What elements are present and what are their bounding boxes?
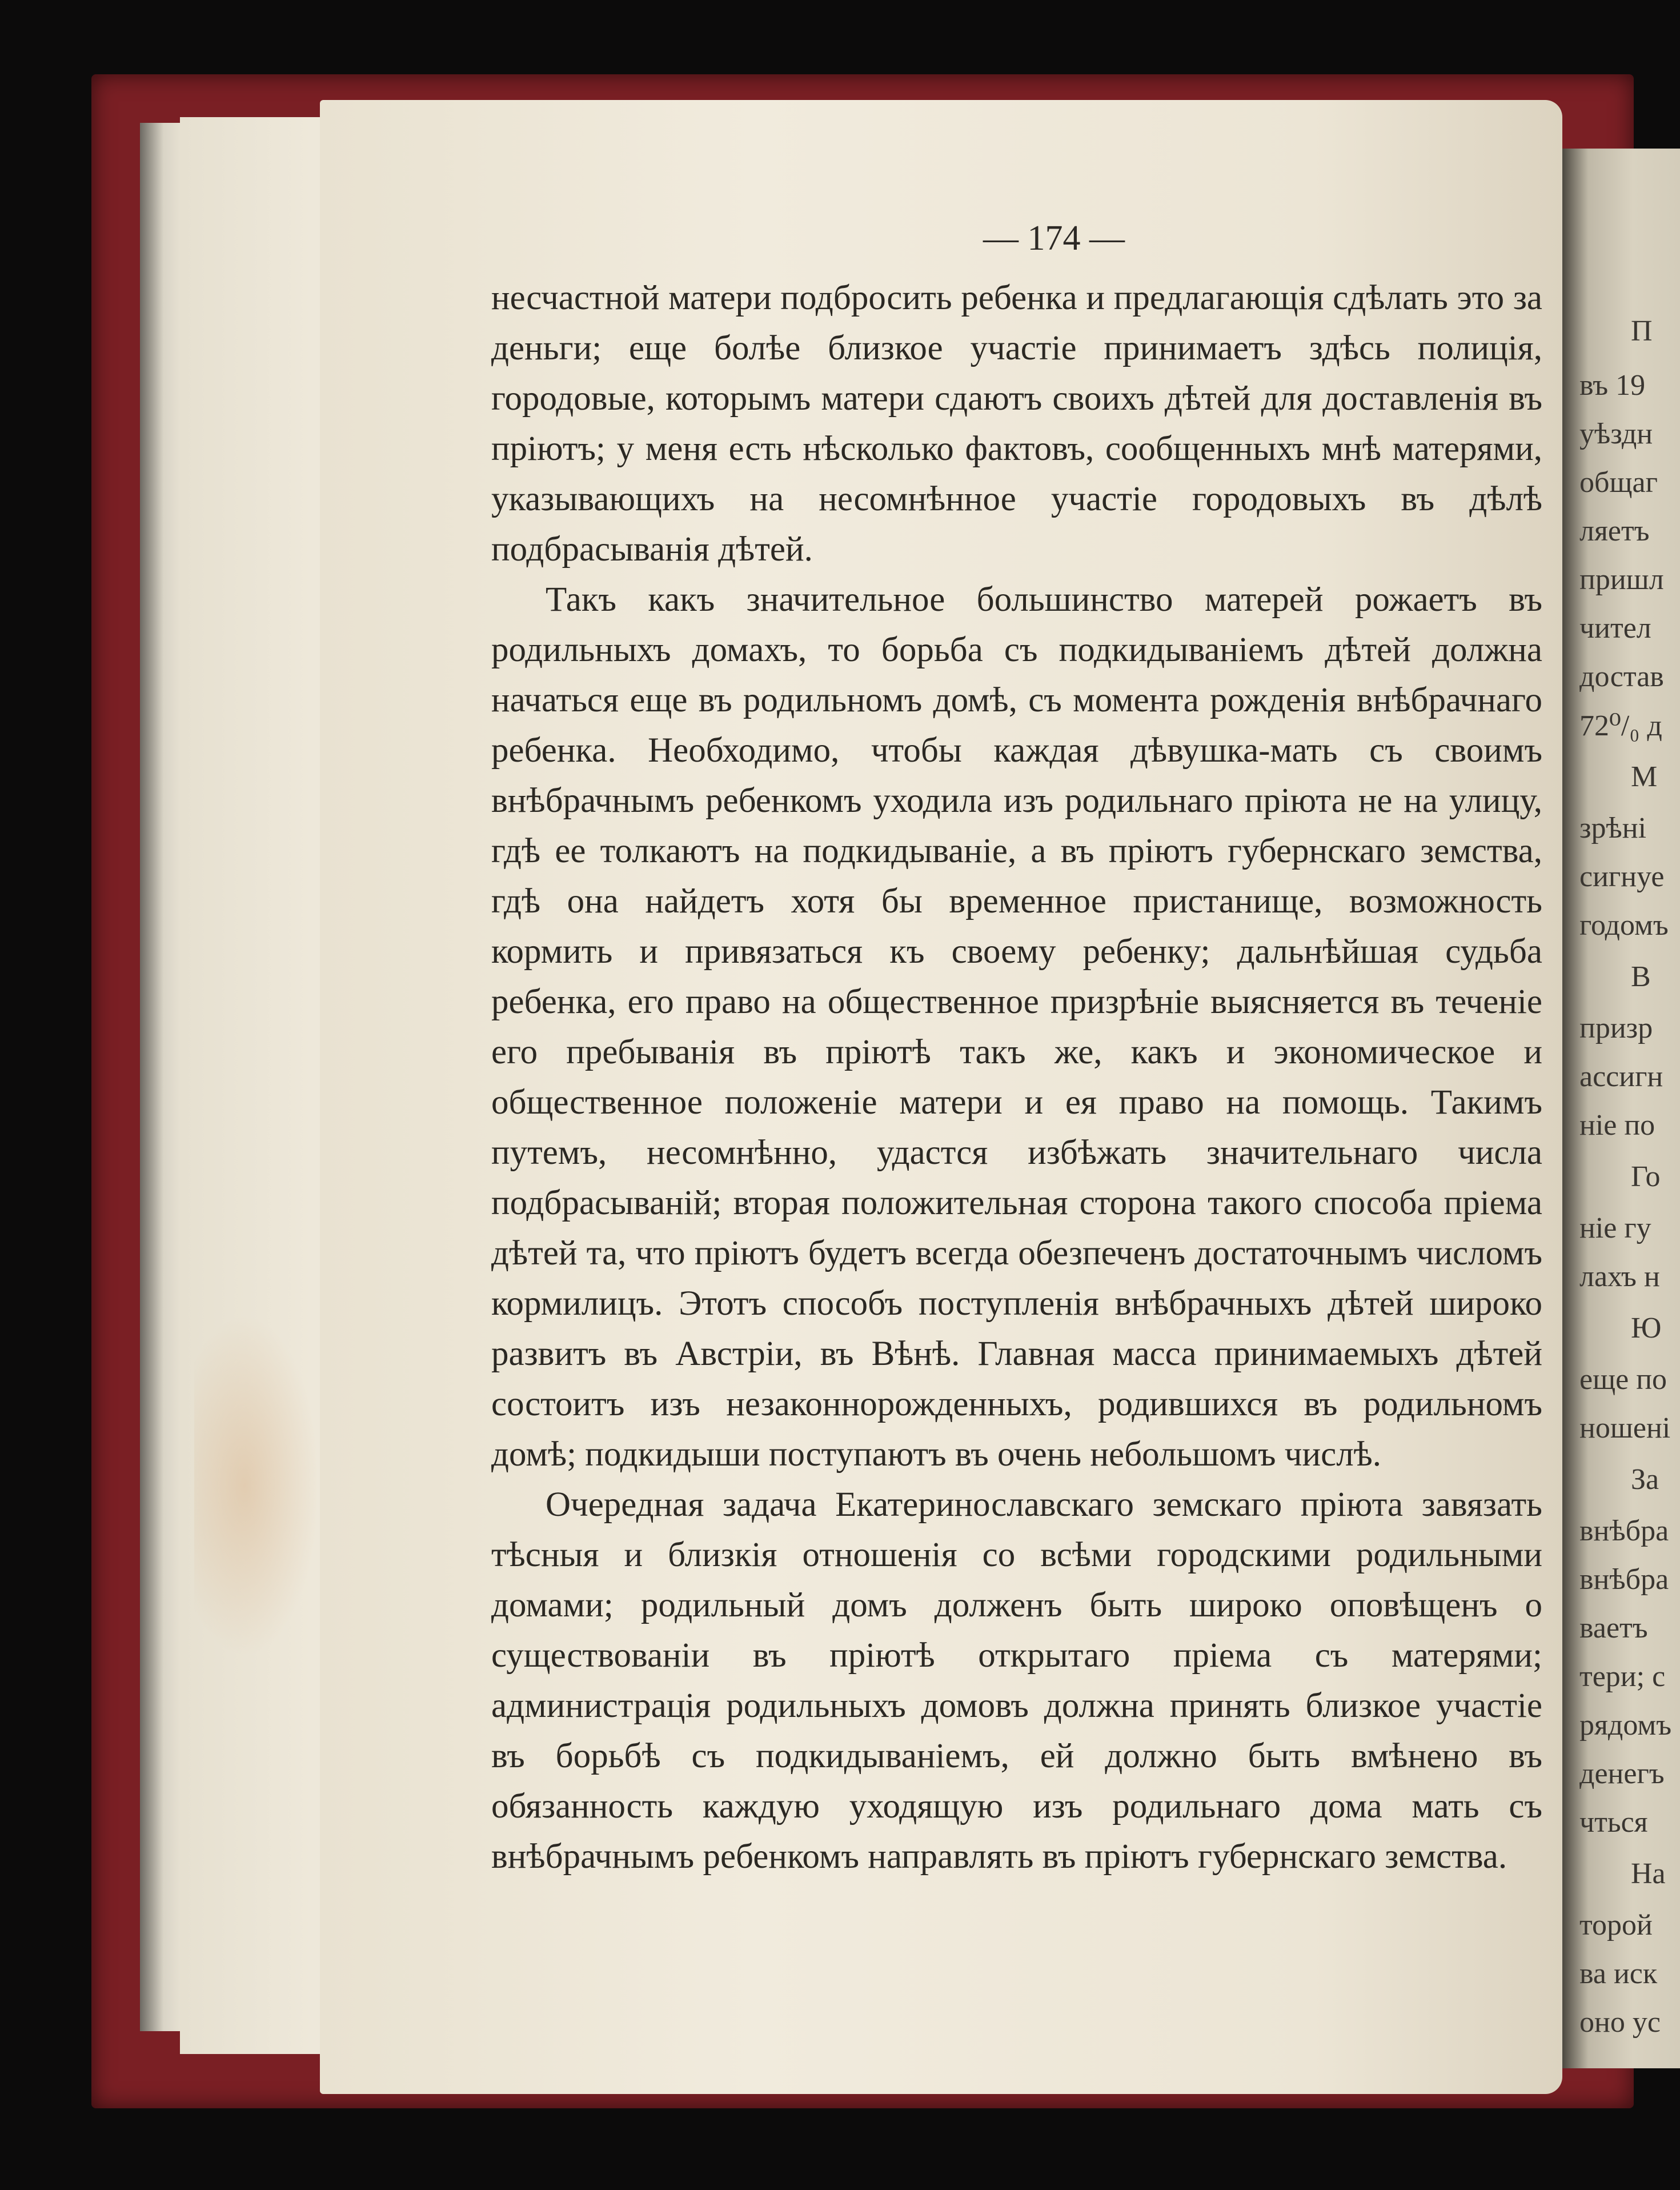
page-edges-left xyxy=(140,123,183,2031)
right-line: оно ус xyxy=(1579,2006,1661,2039)
right-line: призр xyxy=(1579,1012,1653,1044)
paragraph-3: Очередная задача Екатеринославскаго земскаго пріюта завязать тѣсныя и близкія отношенія со всѣми городскими родильными домами; родильный домъ долженъ быть широко оповѣщенъ о существованіи въ пріютѣ открытаго пріема съ матерями; администрація родильныхъ домовъ должна принять близкое участіе въ борьбѣ съ подкидываніемъ, ей должно быть вмѣнено въ обязанность каждую уходящую изъ родильнаго дома мать съ внѣбрачнымъ ребенкомъ направлять въ пріютъ губернскаго земства. xyxy=(491,1486,1542,1876)
right-line: общаг xyxy=(1579,466,1658,499)
right-line: рядомъ xyxy=(1579,1709,1672,1741)
right-line: П xyxy=(1631,315,1653,347)
page-text xyxy=(491,273,1542,1882)
right-line: На xyxy=(1631,1857,1666,1890)
right-line: внѣбра xyxy=(1579,1515,1669,1547)
paper-stain xyxy=(194,1314,320,1657)
right-line: М xyxy=(1631,760,1658,793)
right-line: тери; с xyxy=(1579,1660,1666,1693)
right-line: Ю xyxy=(1631,1312,1662,1344)
right-line: лахъ н xyxy=(1579,1260,1660,1293)
right-line: внѣбра xyxy=(1579,1563,1669,1596)
right-line: Го xyxy=(1631,1160,1661,1193)
right-line: ніе гу xyxy=(1579,1212,1651,1244)
right-line: За xyxy=(1631,1463,1659,1496)
paragraph-2: Такъ какъ значительное большинство матерей рожаетъ въ родильныхъ домахъ, то борьба съ подкидываніемъ дѣтей должна начаться еще въ родильномъ домѣ, съ момента рожденія внѣбрачнаго ребенка. Необходимо, чтобы каждая дѣвушка-мать съ своимъ внѣбрачнымъ ребенкомъ уходила изъ родильнаго пріюта не на улицу, гдѣ ее толкаютъ на подкидываніе, а въ пріютъ губернскаго земства, гдѣ она найдетъ хотя бы временное пристанище, возможность кормить и привязаться къ своему ребенку; дальнѣйшая судьба ребенка, его право на общественное призрѣніе выясняется въ теченіе его пребыванія въ пріютѣ такъ же, какъ и экономическое и общественное положеніе матери и ея право на помощь. Такимъ путемъ, несомнѣнно, удастся избѣжать значительнаго числа подбрасываній; вторая положительная сторона такого способа пріема дѣтей та, что пріютъ будетъ всегда обезпеченъ достаточнымъ числомъ кормилицъ. Этотъ способъ поступленія внѣбрачныхъ дѣтей широко развитъ въ Австріи, въ Вѣнѣ. Главная масса принимаемыхъ дѣтей состоитъ изъ незаконнорожденныхъ, родившихся въ родильномъ домѣ; подкидыши поступаютъ въ очень небольшомъ числѣ. xyxy=(491,580,1542,1474)
right-line: пришл xyxy=(1579,563,1664,596)
right-line: денегъ xyxy=(1579,1757,1665,1790)
right-line: въ 19 xyxy=(1579,369,1646,402)
right-line: зрѣні xyxy=(1579,812,1647,844)
right-line: сигнуе xyxy=(1579,860,1665,893)
right-line: торой xyxy=(1579,1909,1653,1941)
right-line: ассигн xyxy=(1579,1060,1663,1093)
right-line: 72⁰/₀ д xyxy=(1579,710,1662,742)
right-line: еще по xyxy=(1579,1363,1667,1396)
right-line: ляетъ xyxy=(1579,515,1650,547)
right-line: ношені xyxy=(1579,1412,1671,1444)
right-line: ваетъ xyxy=(1579,1612,1648,1644)
right-line: ва иск xyxy=(1579,1957,1658,1990)
right-line: уѣздн xyxy=(1579,418,1653,450)
right-line: В xyxy=(1631,960,1651,993)
right-line: чител xyxy=(1579,612,1651,644)
right-line: достав xyxy=(1579,660,1664,693)
paragraph-1: несчастной матери подбросить ребенка и предлагающія сдѣлать это за деньги; еще болѣе близкое участіе принимаетъ здѣсь полиція, городовые, которымъ матери сдаютъ своихъ дѣтей для доставленія въ пріютъ; у меня есть нѣсколько фактовъ, сообщенныхъ мнѣ матерями, указывающихъ на несомнѣнное участіе городовыхъ въ дѣлѣ подбрасыванія дѣтей. xyxy=(491,279,1542,568)
right-line: чться xyxy=(1579,1806,1648,1839)
right-line: годомъ xyxy=(1579,909,1669,942)
right-page-fragment xyxy=(1562,149,1680,2068)
page-stack xyxy=(180,117,328,2054)
page-number: — 174 — xyxy=(983,219,1125,258)
right-line: ніе по xyxy=(1579,1109,1655,1142)
